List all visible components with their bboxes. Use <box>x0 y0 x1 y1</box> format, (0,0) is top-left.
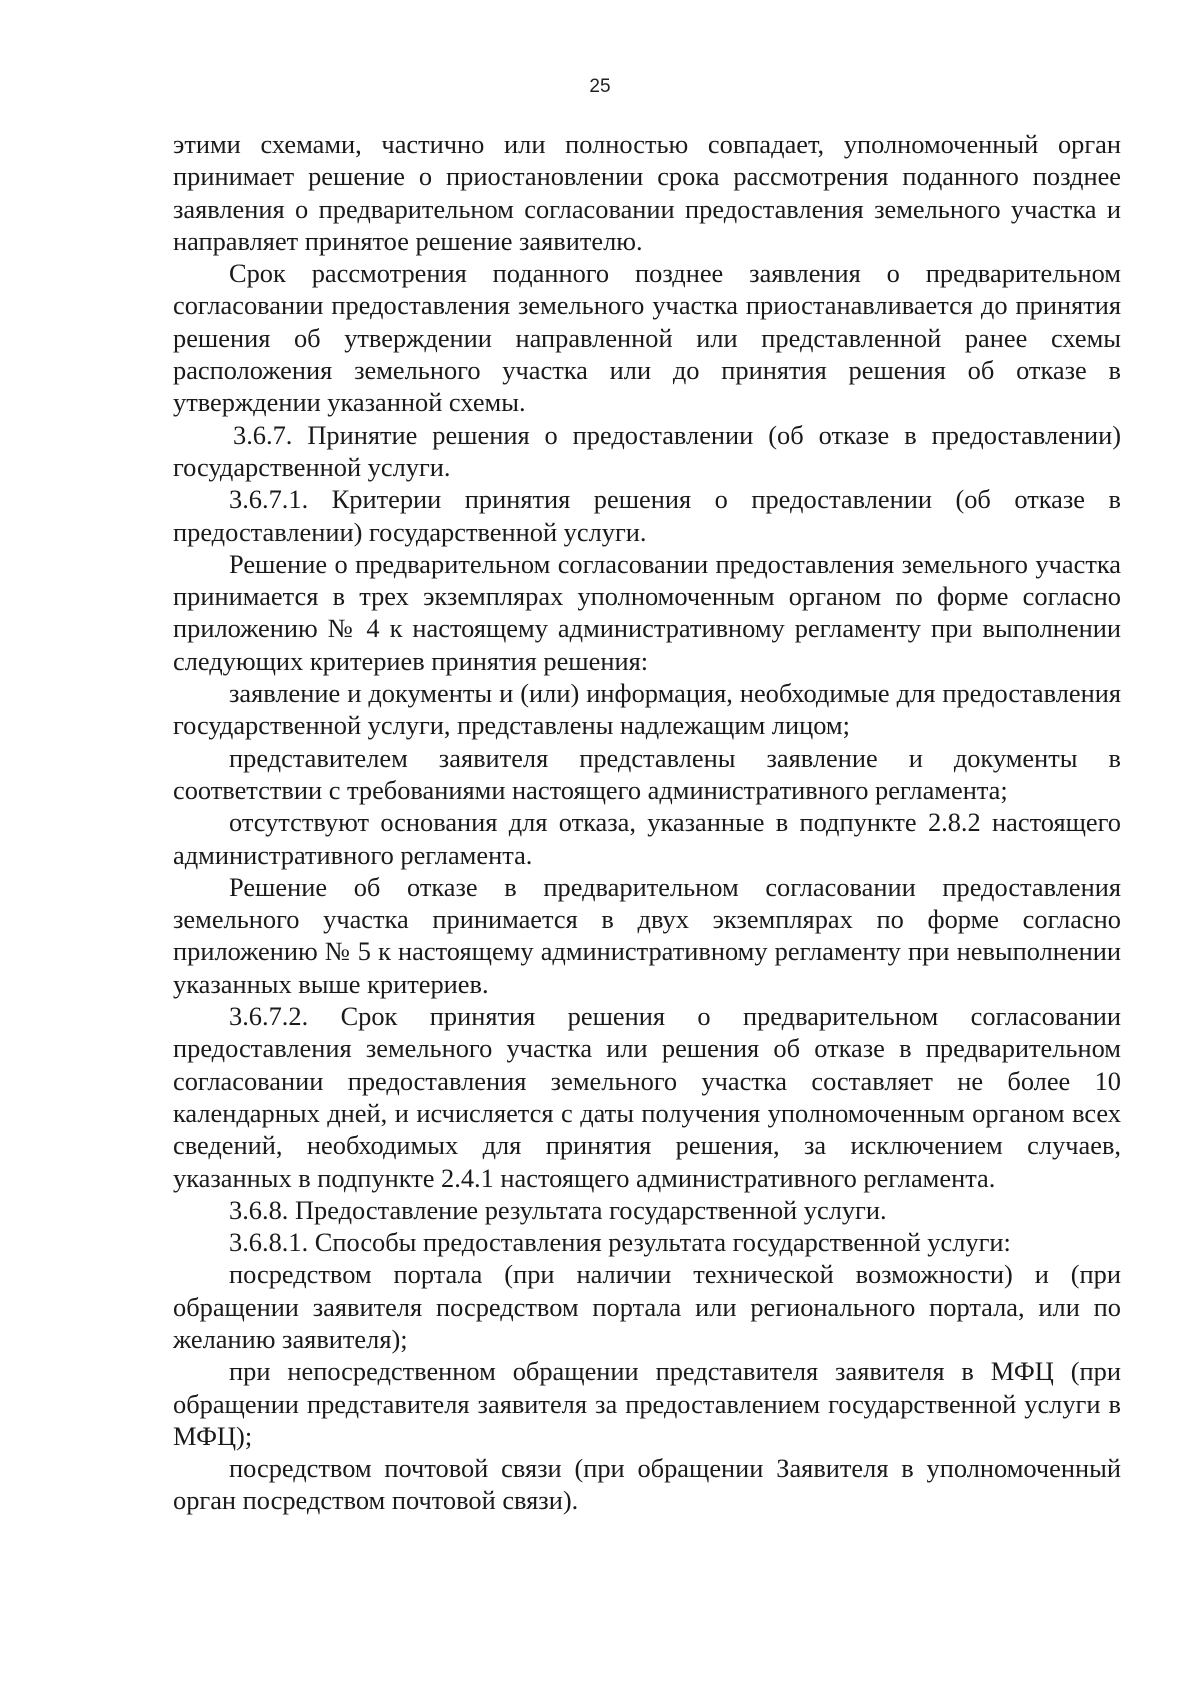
document-body <box>173 128 1121 1517</box>
page-number: 25 <box>589 76 611 97</box>
criteria-item: отсутствуют основания для отказа, указанные в подпункте 2.8.2 настоящего административного регламента. <box>173 807 1121 870</box>
method-item: посредством почтовой связи (при обращении Заявителя в уполномоченный орган посредством почтовой связи). <box>173 1453 1121 1516</box>
section-heading-3-6-8: 3.6.8. Предоставление результата государственной услуги. <box>229 1194 887 1225</box>
criteria-item: заявление и документы и (или) информация, необходимые для предоставления государственной услуги, представлены надлежащим лицом; <box>173 678 1121 741</box>
method-item: посредством портала (при наличии технической возможности) и (при обращении заявителя посредством портала или регионального портала, или по желанию заявителя); <box>173 1259 1121 1354</box>
paragraph: Срок рассмотрения поданного позднее заявления о предварительном согласовании предоставления земельного участка приостанавливается до принятия решения об утверждении направленной или представленной ранее схемы расположения земельного участка или до принятия решения об отказе в утверждении указанной схемы. <box>173 258 1121 418</box>
section-heading-3-6-7-2: 3.6.7.2. Срок принятия решения о предварительном согласовании предоставления земельного участка или решения об отказе в предварительном согласовании предоставления земельного участка составляет не более 10 календарных дней, и исчисляется с даты получения уполномоченным органом всех сведений, необходимых для принятия решения, за исключением случаев, указанных в подпункте 2.4.1 настоящего административного регламента. <box>173 1001 1121 1193</box>
paragraph: Решение об отказе в предварительном согласовании предоставления земельного участка принимается в двух экземплярах по форме согласно приложению № 5 к настоящему административному регламенту при невыполнении указанных выше критериев. <box>173 871 1121 999</box>
criteria-item: представителем заявителя представлены заявление и документы в соответствии с требованиями настоящего административного регламента; <box>173 742 1121 805</box>
paragraph-continuation: этими схемами, частично или полностью совпадает, уполномоченный орган принимает решение о приостановлении срока рассмотрения поданного позднее заявления о предварительном согласовании предоставления земельного участка и направляет принятое решение заявителю. <box>173 129 1121 256</box>
method-item: при непосредственном обращении представителя заявителя в МФЦ (при обращении представителя заявителя за предоставлением государственной услуги в МФЦ); <box>173 1356 1121 1451</box>
section-heading-3-6-8-1: 3.6.8.1. Способы предоставления результата государственной услуги: <box>229 1227 1011 1258</box>
section-heading-3-6-7-1: 3.6.7.1. Критерии принятия решения о предоставлении (об отказе в предоставлении) государственной услуги. <box>173 484 1121 547</box>
paragraph: Решение о предварительном согласовании предоставления земельного участка принимается в трех экземплярах уполномоченным органом по форме согласно приложению № 4 к настоящему административному регламенту при выполнении следующих критериев принятия решения: <box>173 548 1121 676</box>
section-heading-3-6-7: 3.6.7. Принятие решения о предоставлении (об отказе в предоставлении) государственной услуги. <box>173 419 1121 482</box>
